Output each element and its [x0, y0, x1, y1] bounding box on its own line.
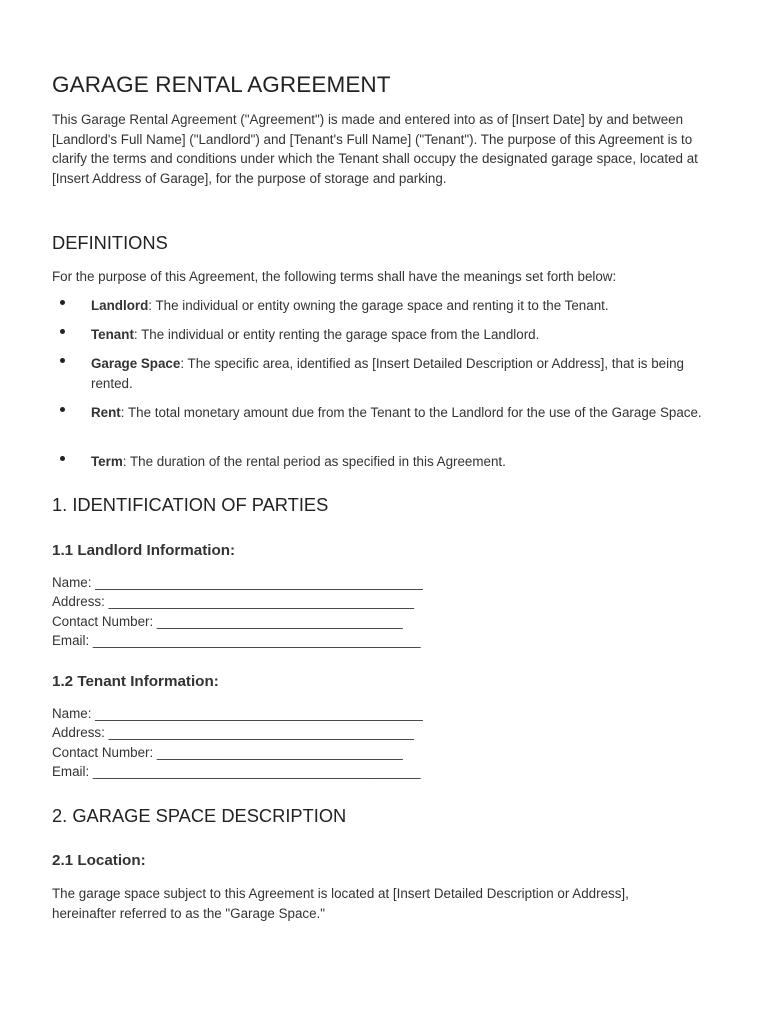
landlord-contact-field: Contact Number: _________________________________: [52, 614, 403, 629]
landlord-name-field: Name: ____________________________________________: [52, 575, 423, 590]
location-paragraph: The garage space subject to this Agreement is located at [Insert Detailed Description or Address], hereinafter referred to as the "Garage Space.": [52, 886, 629, 921]
intro-paragraph: This Garage Rental Agreement ("Agreement") is made and entered into as of [Insert Date] by and between [Landlord's Full Name] ("Landlord") and [Tenant's Full Name] ("Tenant"). The purpose of this Agreement is to clarify the terms and conditions under which the Tenant shall occupy the designated garage space, located at [Insert Address of Garage], for the purpose of storage and parking.: [52, 112, 698, 186]
bullet-icon: [60, 329, 65, 334]
landlord-address-field: Address: _________________________________________: [52, 594, 414, 609]
definition-text: : The individual or entity renting the garage space from the Landlord.: [133, 327, 540, 342]
tenant-contact-field: Contact Number: _________________________________: [52, 745, 403, 760]
section-1-heading: 1. IDENTIFICATION OF PARTIES: [52, 494, 329, 515]
definition-term: Garage Space: [91, 356, 181, 371]
landlord-email-field: Email: ____________________________________________: [52, 633, 421, 648]
bullet-icon: [60, 456, 65, 461]
definition-term: Rent: [91, 405, 121, 420]
definition-term: Term: [91, 454, 123, 469]
definitions-heading: DEFINITIONS: [52, 232, 168, 253]
definition-text: : The individual or entity owning the garage space and renting it to the Tenant.: [148, 298, 609, 313]
document-title: GARAGE RENTAL AGREEMENT: [52, 72, 391, 97]
definition-text: : The duration of the rental period as specified in this Agreement.: [122, 454, 506, 469]
tenant-address-field: Address: _________________________________________: [52, 725, 414, 740]
tenant-name-field: Name: ____________________________________________: [52, 706, 423, 721]
section-2-heading: 2. GARAGE SPACE DESCRIPTION: [52, 805, 347, 826]
tenant-info-heading: 1.2 Tenant Information:: [52, 673, 219, 690]
tenant-email-field: Email: ____________________________________________: [52, 764, 421, 779]
bullet-icon: [60, 358, 65, 363]
definition-term: Landlord: [91, 298, 149, 313]
bullet-icon: [60, 300, 65, 305]
bullet-icon: [60, 407, 65, 412]
landlord-info-heading: 1.1 Landlord Information:: [52, 542, 236, 559]
definition-text: : The total monetary amount due from the Tenant to the Landlord for the use of the Garage Space.: [120, 405, 702, 420]
definition-text: : The specific area, identified as [Insert Detailed Description or Address], that is being rented.: [91, 356, 684, 391]
location-heading: 2.1 Location:: [52, 852, 146, 869]
definition-term: Tenant: [91, 327, 134, 342]
definitions-lead: For the purpose of this Agreement, the following terms shall have the meanings set forth below:: [52, 269, 617, 284]
